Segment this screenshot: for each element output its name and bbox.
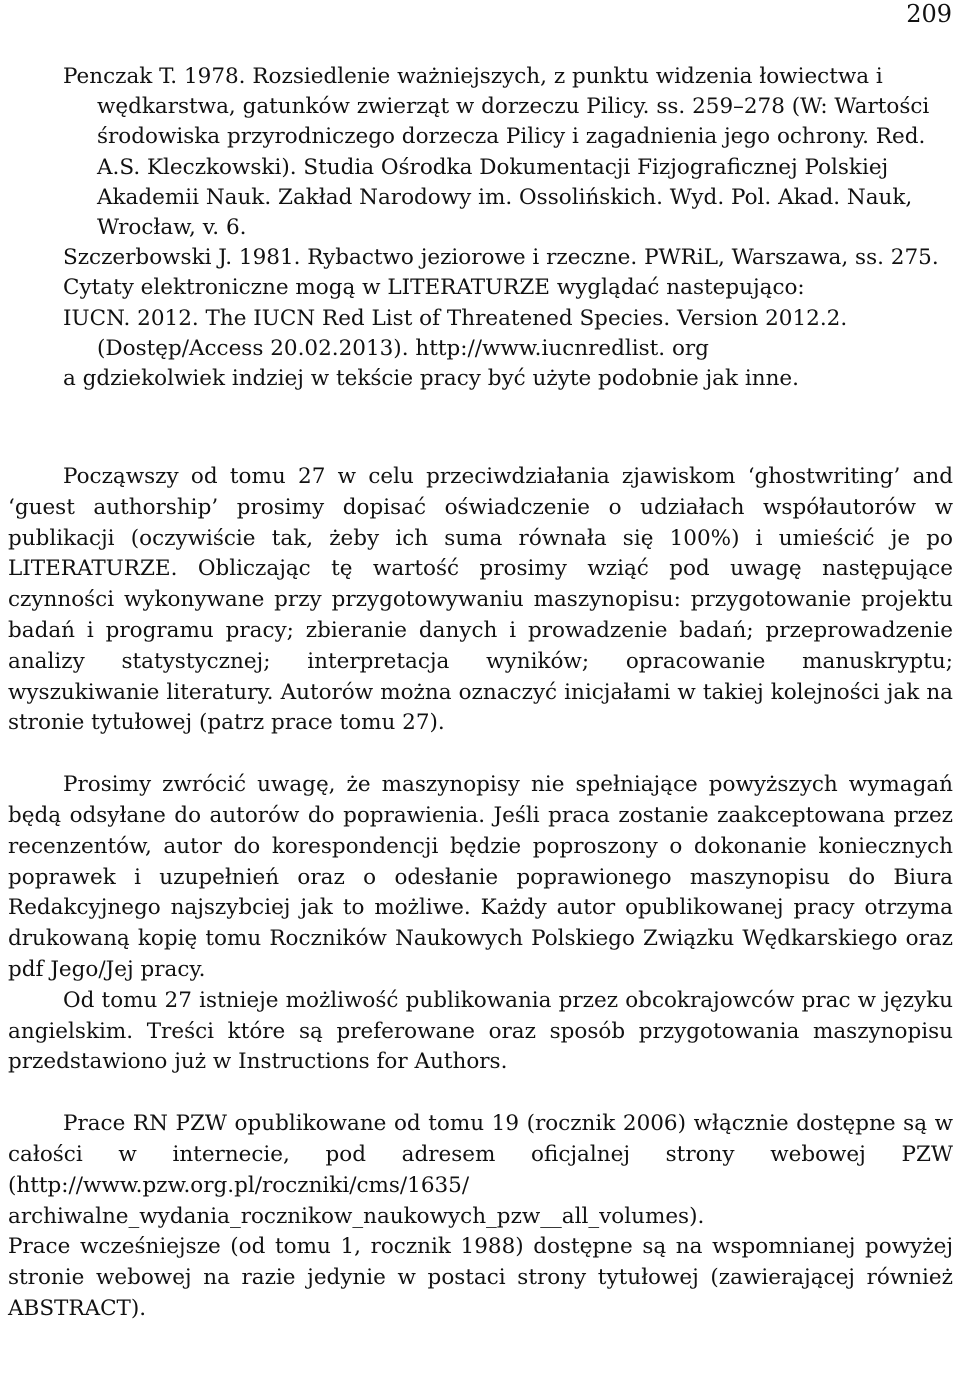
body-text	[8, 462, 953, 1325]
paragraph-gap	[8, 739, 953, 770]
paragraph-foreign-authors: Od tomu 27 istnieje możliwość publikowania przez obcokrajowców prac w języku angielskim. Treści które są preferowane oraz sposób przygotowania maszynopisu przedstawiono już w Instructions for Authors.	[8, 987, 953, 1075]
electronic-citation-outro: a gdziekolwiek indziej w tekście pracy być użyte podobnie jak inne.	[63, 366, 799, 392]
electronic-citation-example: IUCN. 2012. The IUCN Red List of Threatened Species. Version 2012.2. (Dostęp/Access 20.02.2013). http://www.iucnredlist. org	[63, 305, 848, 361]
online-archive-text: Prace RN PZW opublikowane od tomu 19 (rocznik 2006) włącznie dostępne są w całości w internecie, pod adresem oficjalnej strony webowej PZW (http://www.pzw.org.pl/roczniki/cms/1635/	[8, 1111, 953, 1198]
page-number: 209	[906, 0, 952, 28]
electronic-citation-intro: Cytaty elektroniczne mogą w LITERATURZE wyglądać nastepująco:	[63, 275, 805, 301]
paragraph-requirements: Prosimy zwrócić uwagę, że maszynopisy nie spełniające powyższych wymagań będą odsyłane do autorów do poprawienia. Jeśli praca zostanie zaakceptowana przez recenzentów, autor do korespondencji będzie poproszony o dokonanie koniecznych poprawek i uzupełnień oraz o odesłanie poprawionego maszynopisu do Biura Redakcyjnego najszybciej jak to możliwe. Każdy autor opublikowanej pracy otrzyma drukowaną kopię tomu Roczników Naukowych Polskiego Związku Wędkarskiego oraz pdf Jego/Jej pracy.	[8, 772, 953, 982]
reference-penczak: Penczak T. 1978. Rozsiedlenie ważniejszych, z punktu widzenia łowiectwa i wędkarstwa, gatunków zwierząt w dorzeczu Pilicy. ss. 259–278 (W: Wartości środowiska przyrodniczego dorzecza Pilicy i zagadnienia jego ochrony. Red. A.S. Kleczkowski). Studia Ośrodka Dokumentacji Fizjograficznej Polskiej Akademii Nauk. Zakład Narodowy im. Ossolińskich. Wyd. Pol. Akad. Nauk, Wrocław, v. 6.	[63, 64, 930, 241]
paragraph-ghostwriting: Począwszy od tomu 27 w celu przeciwdziałania zjawiskom ‘ghostwriting’ and ‘guest authorship’ prosimy dopisać oświadczenie o udziałach współautorów w publikacji (oczywiście tak, żeby ich suma równała się 100%) i umieścić je po LITERATURZE. Obliczając tę wartość prosimy wziąć pod uwagę następujące czynności wykonywane przy przygotowywaniu maszynopisu: przygotowanie projektu badań i programu pracy; zbieranie danych i prowadzenie badań; przeprowadzenie analizy statystycznej; interpretacja wyników; opracowanie manuskryptu; wyszukiwanie literatury. Autorów można oznaczyć inicjałami w takiej kolejności jak na stronie tytułowej (patrz prace tomu 27).	[8, 464, 953, 736]
paragraph-online-archive	[8, 1109, 953, 1232]
paragraph-earlier-volumes: Prace wcześniejsze (od tomu 1, rocznik 1988) dostępne są na wspomnianej powyżej stronie webowej na razie jedynie w postaci strony tytułowej (zawierającej również ABSTRACT).	[8, 1234, 953, 1321]
references-list	[63, 62, 953, 394]
online-archive-url-tail: archiwalne_wydania_rocznikow_naukowych_pzw__all_volumes).	[8, 1203, 705, 1229]
reference-szczerbowski: Szczerbowski J. 1981. Rybactwo jeziorowe i rzeczne. PWRiL, Warszawa, ss. 275.	[63, 245, 939, 271]
paragraph-gap	[8, 1078, 953, 1109]
